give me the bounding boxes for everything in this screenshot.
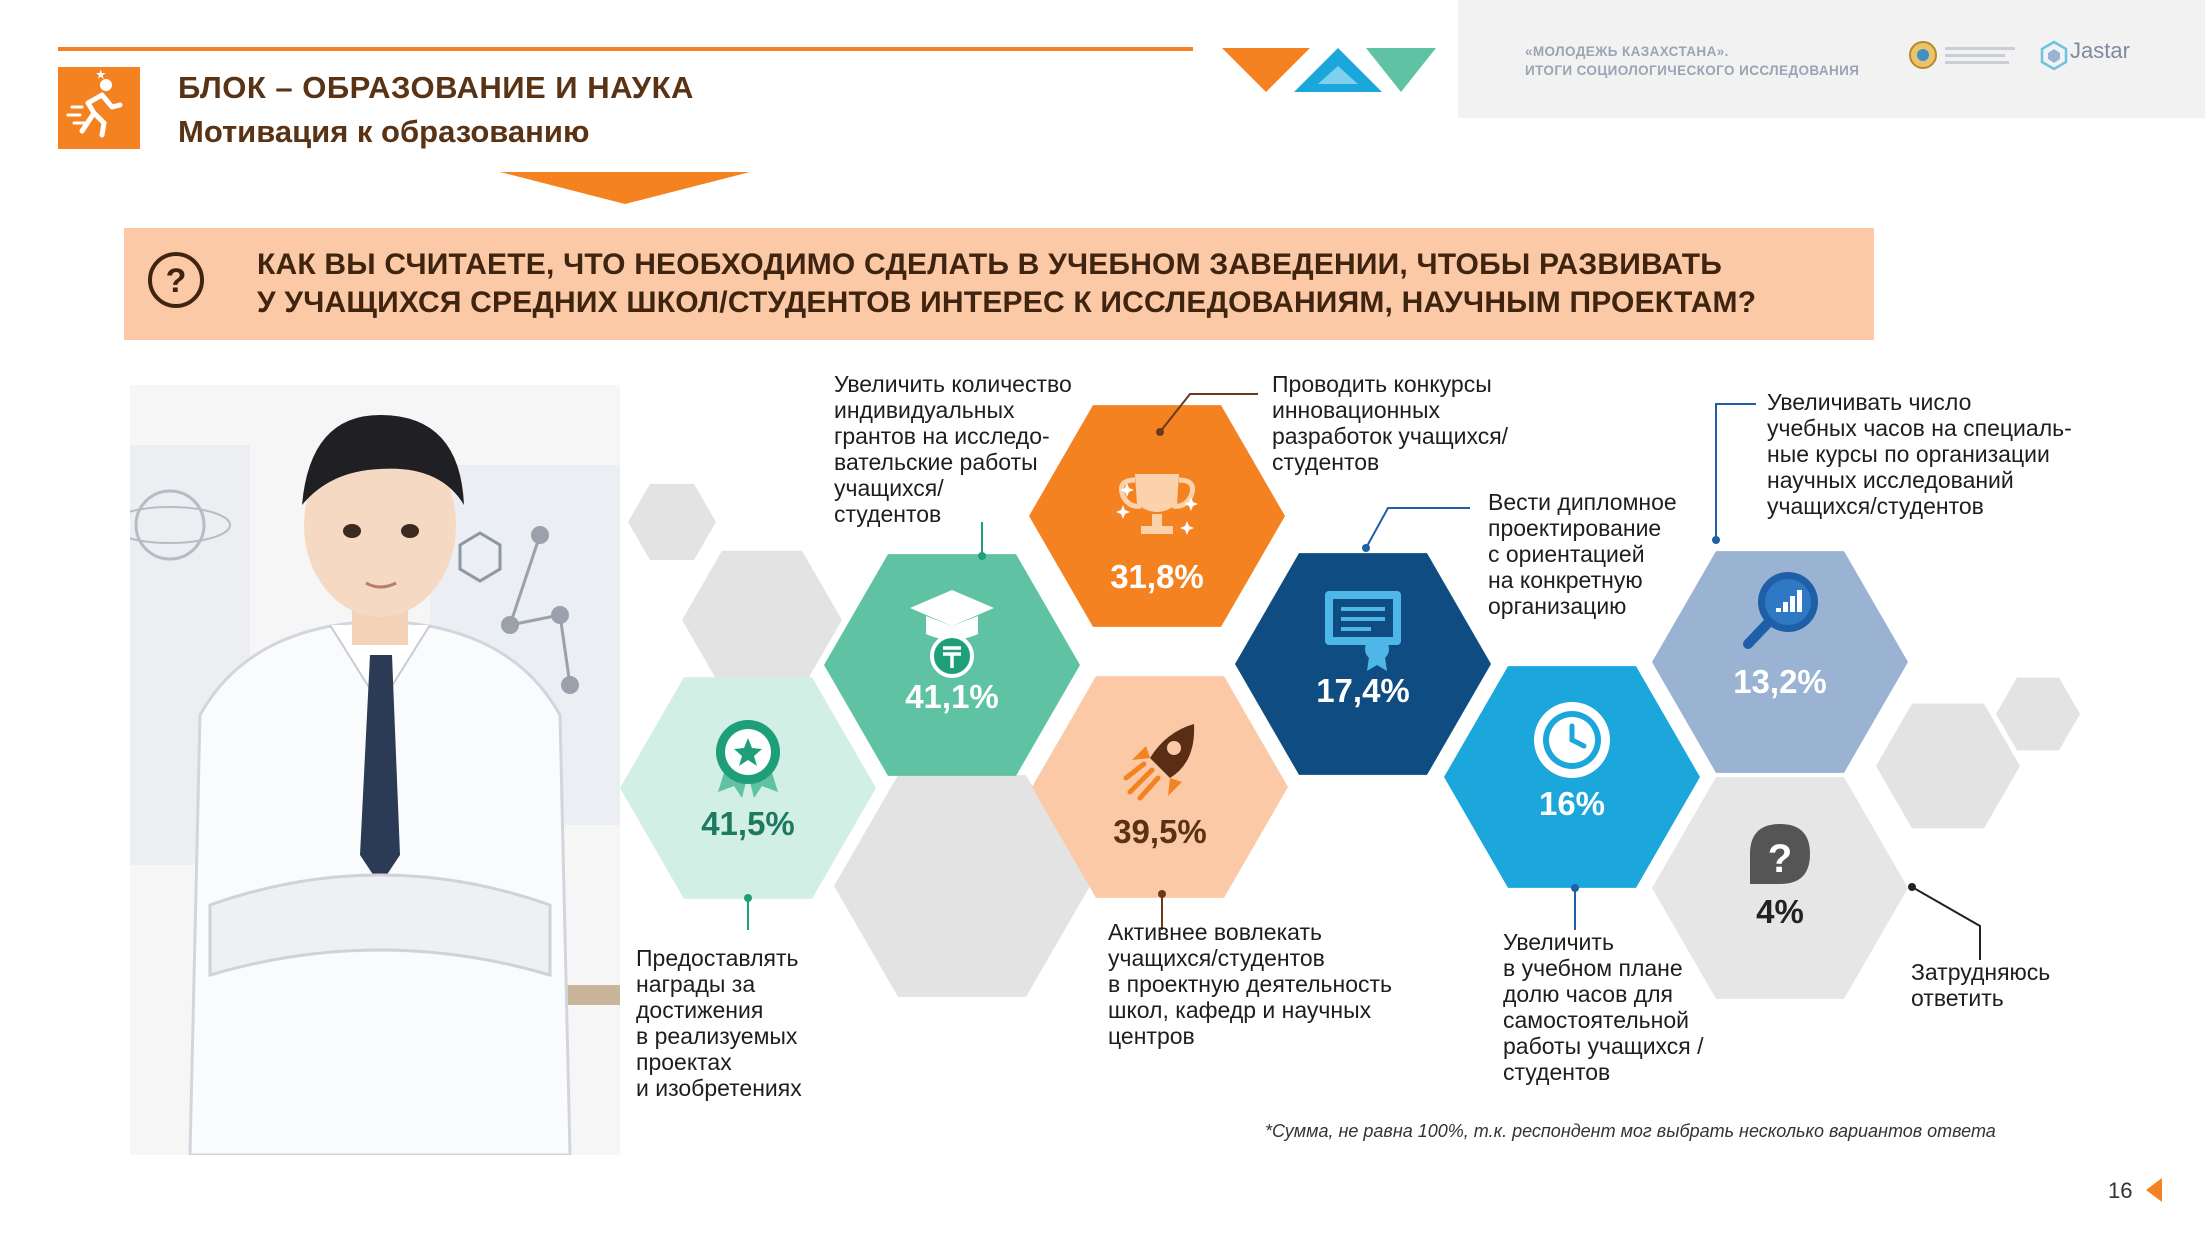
- category-label-8: Затрудняюсь ответить: [1911, 959, 2051, 1011]
- question-line-2: У УЧАЩИХСЯ СРЕДНИХ ШКОЛ/СТУДЕНТОВ ИНТЕРЕС К ИССЛЕДОВАНИЯМ, НАУЧНЫМ ПРОЕКТАМ?: [257, 286, 1757, 319]
- category-hex-1: [620, 677, 876, 899]
- category-label-5: Вести дипломное проектирование с ориентацией на конкретную организацию: [1488, 489, 1677, 619]
- clock-icon: [1534, 702, 1610, 778]
- decor-hex: [1996, 678, 2080, 751]
- question-line-1: КАК ВЫ СЧИТАЕТЕ, ЧТО НЕОБХОДИМО СДЕЛАТЬ В УЧЕБНОМ ЗАВЕДЕНИИ, ЧТОБЫ РАЗВИВАТЬ: [257, 248, 1723, 281]
- leader-dot-4: [1158, 890, 1166, 898]
- footnote: *Сумма, не равна 100%, т.к. респондент мог выбрать несколько вариантов ответа: [1265, 1121, 1996, 1141]
- value-label-8: 4%: [1756, 893, 1804, 930]
- value-label-4: 39,5%: [1113, 813, 1207, 850]
- leader-dot-1: [744, 894, 752, 902]
- leader-line-8: [1912, 887, 1980, 960]
- brand-name: Jastar: [2070, 38, 2130, 63]
- value-label-7: 13,2%: [1733, 663, 1827, 700]
- category-label-4: Активнее вовлекать учащихся/студентов в проектную деятельность школ, кафедр и научных центров: [1108, 919, 1393, 1049]
- question-icon: [1750, 824, 1810, 884]
- leader-dot-6: [1571, 884, 1579, 892]
- block-subtitle: Мотивация к образованию: [178, 114, 590, 149]
- page-arrow-icon: [2144, 1176, 2164, 1204]
- block-title: БЛОК – ОБРАЗОВАНИЕ И НАУКА: [178, 70, 694, 105]
- question-mark-icon: ?: [148, 252, 204, 308]
- survey-title-line-1: «МОЛОДЕЖЬ КАЗАХСТАНА».: [1525, 44, 1729, 59]
- page-number: 16: [2108, 1178, 2133, 1203]
- survey-title-line-2: ИТОГИ СОЦИОЛОГИЧЕСКОГО ИССЛЕДОВАНИЯ: [1525, 63, 1860, 78]
- value-label-6: 16%: [1538, 785, 1606, 822]
- category-label-3: Проводить конкурсы инновационных разработок учащихся/ студентов: [1272, 371, 1509, 475]
- category-hex-8: [1652, 777, 1908, 999]
- leader-dot-5: [1362, 544, 1370, 552]
- decor-hex: [682, 551, 842, 690]
- leader-dot-2: [978, 552, 986, 560]
- value-label-1: 41,5%: [701, 805, 795, 842]
- leader-line-5: [1366, 508, 1470, 548]
- decor-hex: [1876, 704, 2020, 829]
- category-hex-5: [1235, 553, 1491, 775]
- category-label-1: Предоставлять награды за достижения в реализуемых проектах и изобретениях: [636, 945, 802, 1101]
- leader-dot-8: [1908, 883, 1916, 891]
- value-label-3: 31,8%: [1110, 558, 1204, 595]
- decor-hex: [628, 484, 716, 560]
- value-label-2: 41,1%: [905, 678, 999, 715]
- value-label-5: 17,4%: [1316, 672, 1410, 709]
- leader-line-7: [1716, 404, 1756, 540]
- leader-dot-7: [1712, 536, 1720, 544]
- category-label-7: Увеличивать число учебных часов на специаль-ные курсы по организации научных исследований учащихся/студентов: [1767, 389, 2072, 519]
- leader-dot-3: [1156, 428, 1164, 436]
- svg-text:?: ?: [1767, 837, 1793, 881]
- category-label-2: Увеличить количество индивидуальных грантов на исследо-вательские работы учащихся/ студентов: [834, 371, 1072, 527]
- category-label-6: Увеличить в учебном плане долю часов для самостоятельной работы учащихся / студентов: [1503, 929, 1704, 1085]
